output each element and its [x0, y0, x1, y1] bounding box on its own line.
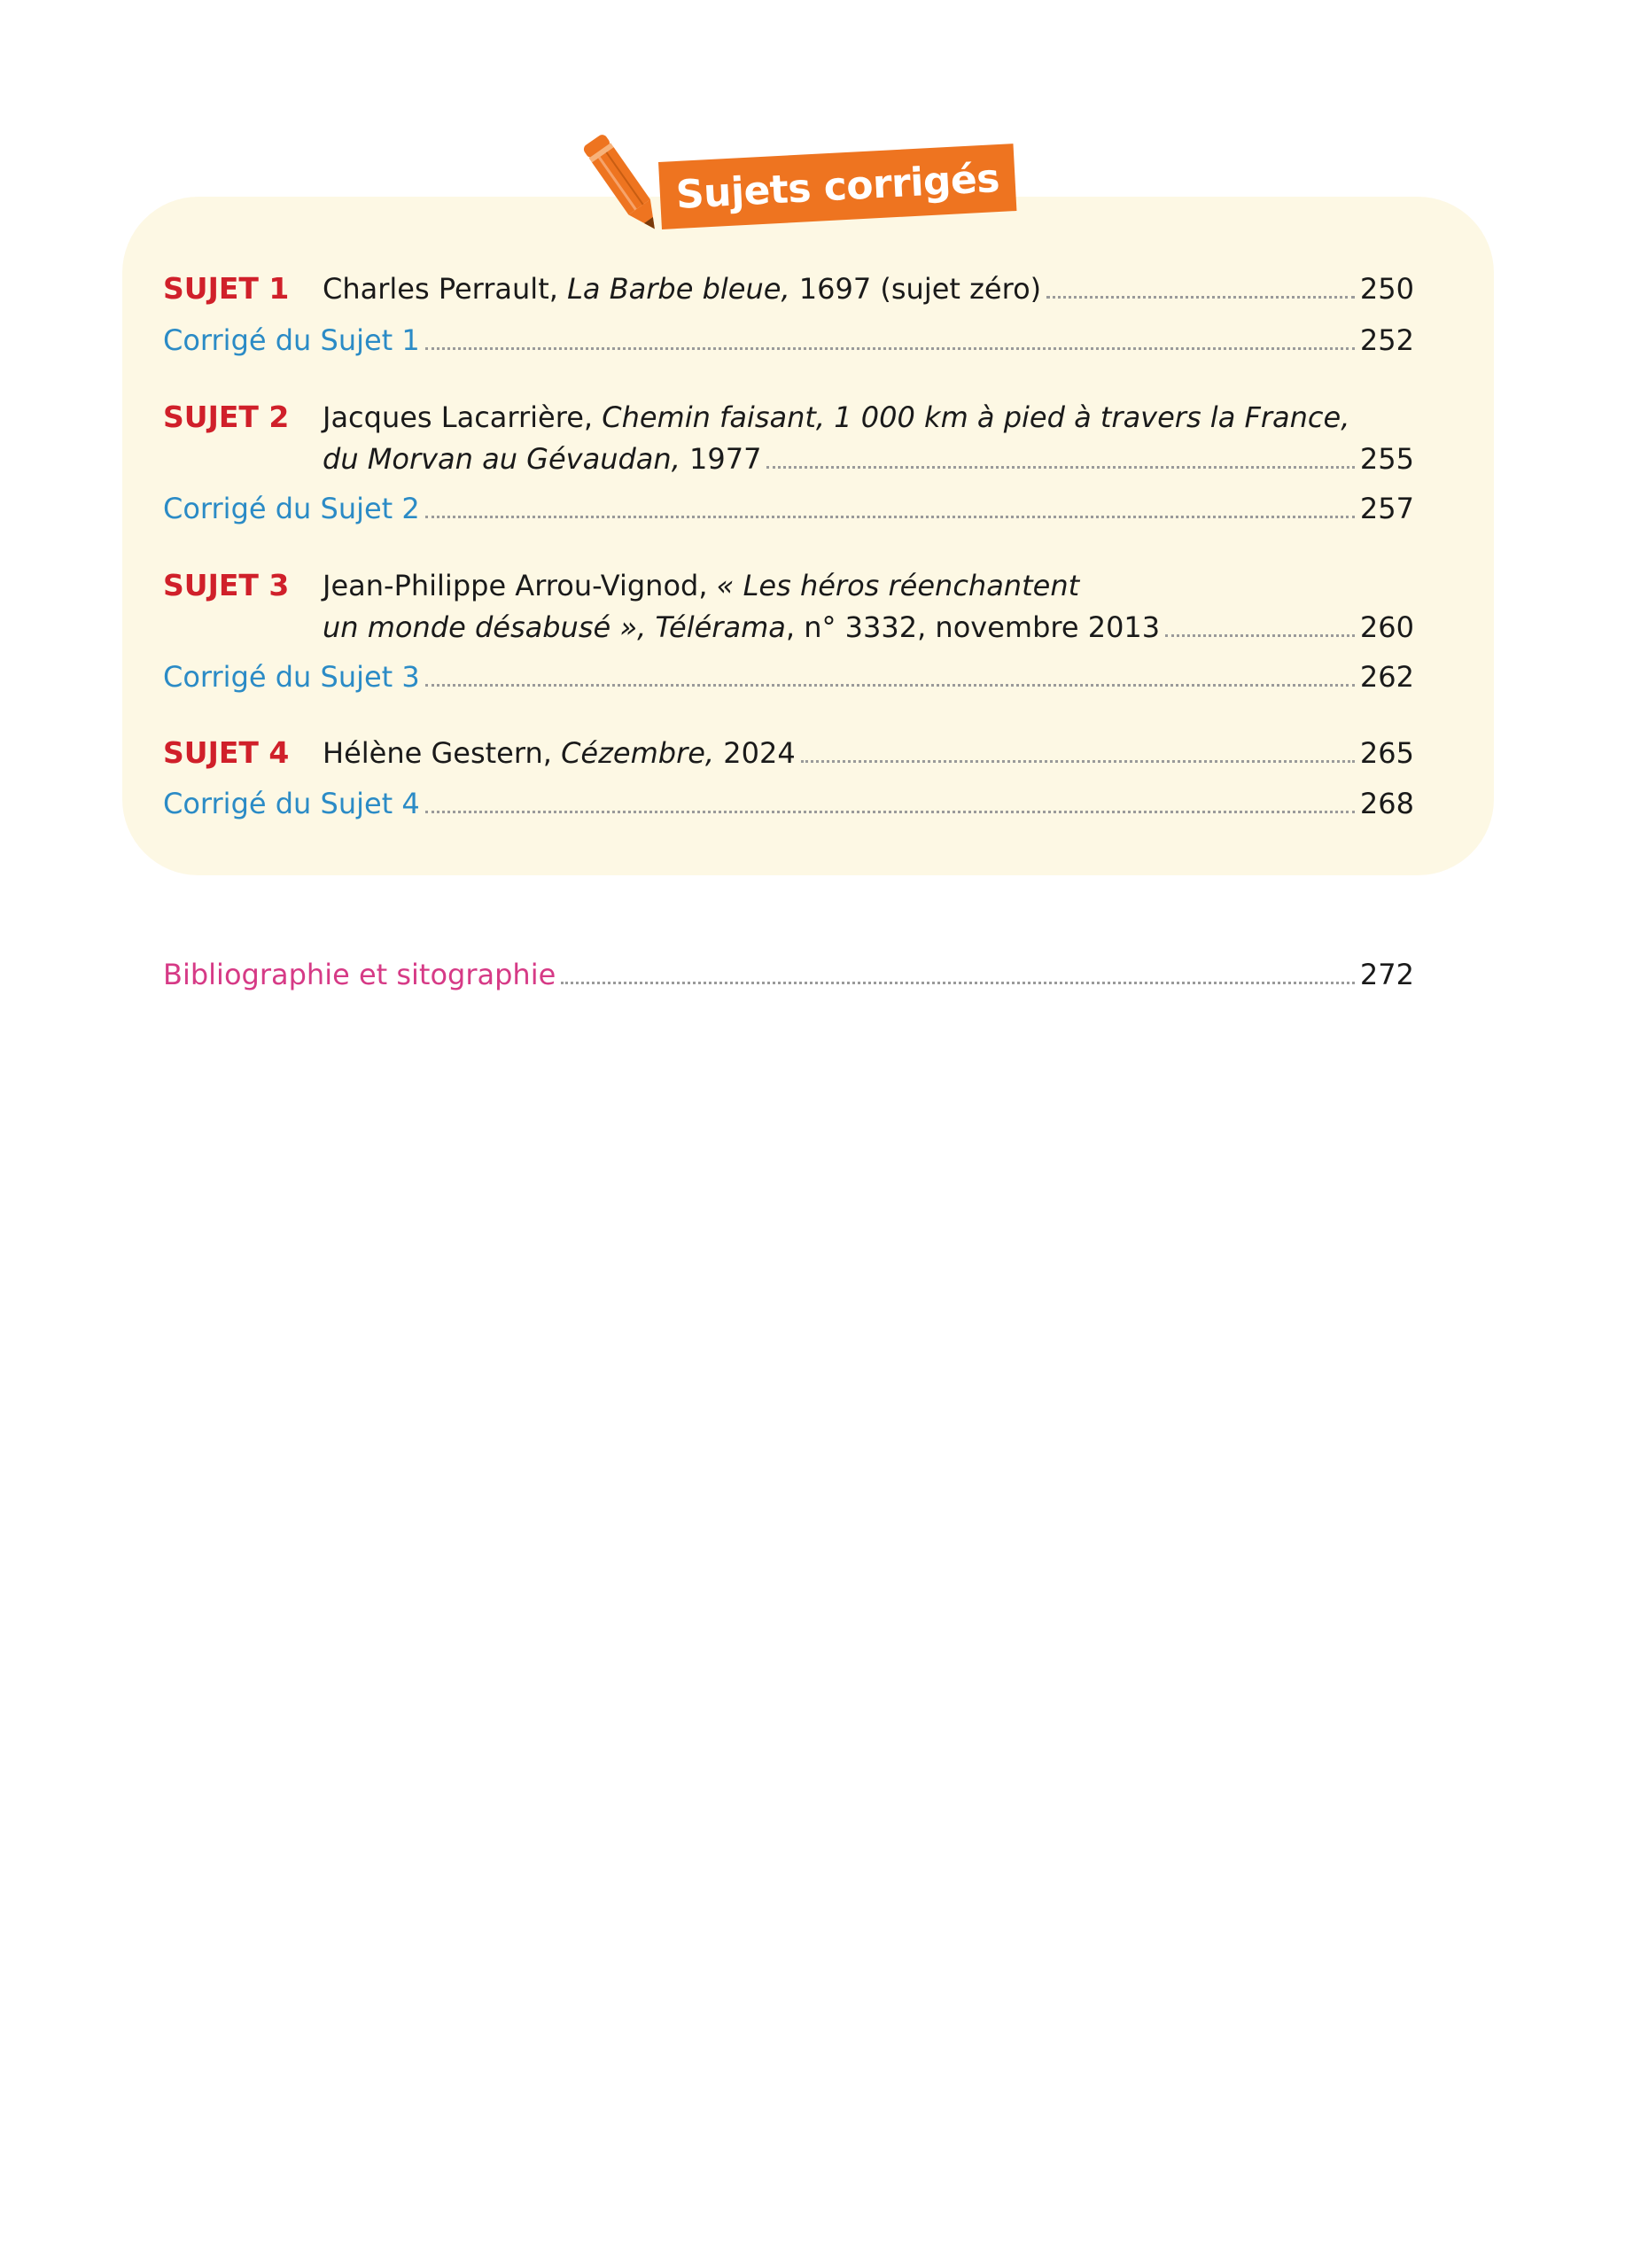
section-title: Sujets corrigés: [674, 155, 1001, 218]
entry-text: un monde désabusé », Télérama, n° 3332, novembre 2013: [323, 610, 1161, 644]
section-header: [567, 128, 1010, 252]
toc-entry-sujet-1[interactable]: [163, 264, 1414, 307]
page-number: 272: [1359, 958, 1414, 991]
entry-text: du Morvan au Gévaudan, 1977: [323, 442, 762, 476]
entry-text: Charles Perrault, La Barbe bleue, 1697 (sujet zéro): [323, 272, 1042, 306]
dot-leader: [425, 516, 1355, 518]
toc-entry-sujet-3-line1[interactable]: [163, 561, 1414, 603]
toc-entry-corrige-2[interactable]: [163, 484, 1414, 526]
bibliography-label: Bibliographie et sitographie: [163, 958, 556, 991]
toc-entry-sujet-2-line1[interactable]: [163, 392, 1414, 435]
corrige-label: Corrigé du Sujet 3: [163, 660, 420, 694]
toc-entry-sujet-3-line2[interactable]: [163, 602, 1414, 645]
toc-entry-corrige-1[interactable]: [163, 315, 1414, 358]
entry-text: Jean-Philippe Arrou-Vignod, « Les héros réenchantent: [323, 569, 1080, 602]
entry-text: Hélène Gestern, Cézembre, 2024: [323, 736, 796, 770]
page-number: 252: [1359, 323, 1414, 357]
dot-leader: [1165, 634, 1355, 637]
toc-entry-sujet-4[interactable]: [163, 728, 1414, 771]
page-number: 257: [1359, 492, 1414, 525]
page-number: 265: [1359, 736, 1414, 770]
sujet-label: SUJET 2: [163, 400, 290, 434]
corrige-label: Corrigé du Sujet 1: [163, 323, 420, 357]
sujet-label: SUJET 1: [163, 271, 290, 306]
dot-leader: [425, 347, 1355, 350]
sujet-label: SUJET 3: [163, 568, 290, 602]
dot-leader: [1046, 296, 1355, 299]
toc-entry-corrige-3[interactable]: [163, 652, 1414, 695]
page-number: 255: [1359, 442, 1414, 476]
dot-leader: [425, 684, 1355, 687]
dot-leader: [801, 760, 1355, 763]
corrige-label: Corrigé du Sujet 4: [163, 787, 420, 820]
page-number: 260: [1359, 610, 1414, 644]
toc-entry-bibliography[interactable]: [163, 950, 1414, 992]
toc-entry-sujet-2-line2[interactable]: [163, 434, 1414, 477]
dot-leader: [561, 982, 1355, 984]
page-number: 262: [1359, 660, 1414, 694]
page-number: 250: [1359, 272, 1414, 306]
dot-leader: [425, 811, 1355, 813]
page-number: 268: [1359, 787, 1414, 820]
toc-entry-corrige-4[interactable]: [163, 779, 1414, 821]
dot-leader: [766, 466, 1354, 469]
entry-text: Jacques Lacarrière, Chemin faisant, 1 000 km à pied à travers la France,: [323, 400, 1350, 434]
corrige-label: Corrigé du Sujet 2: [163, 492, 420, 525]
section-title-box: [658, 144, 1017, 229]
sujet-label: SUJET 4: [163, 735, 290, 770]
